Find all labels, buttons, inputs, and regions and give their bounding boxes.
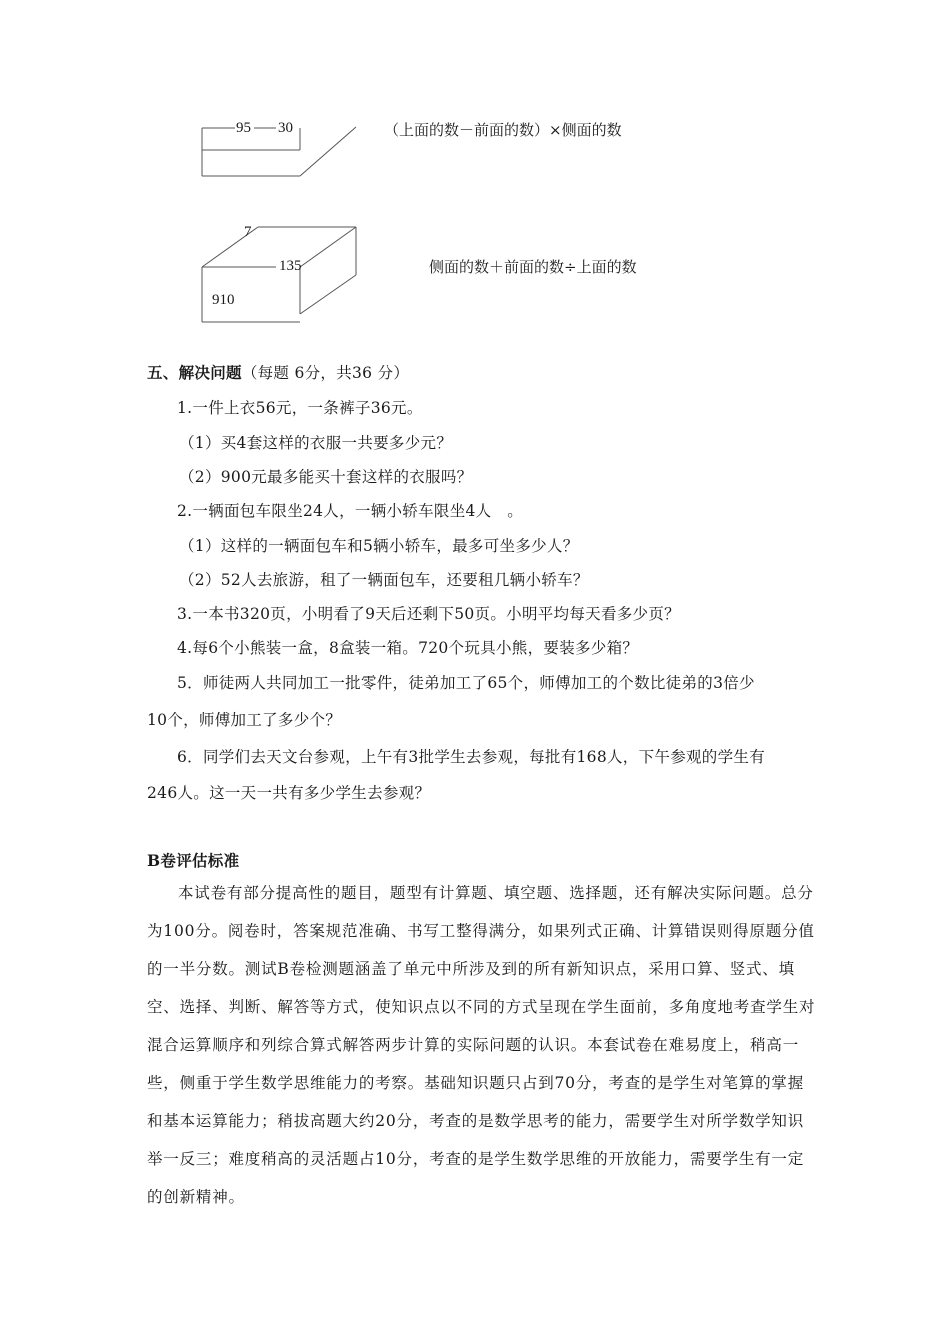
question-5-line-2: 10个，师傅加工了多少个？ — [147, 711, 342, 729]
fig1-number-b: 30 — [278, 120, 293, 136]
question-item: （2）52人去旅游，租了一辆面包车，还要租几辆小轿车？ — [179, 571, 589, 589]
question-item: 1.一件上衣56元，一条裤子36元。 — [177, 399, 423, 417]
question-item: （1）买4套这样的衣服一共要多少元？ — [179, 434, 453, 452]
question-6-line-2: 246人。这一天一共有多少学生去参观？ — [147, 784, 431, 802]
box-figures — [0, 0, 950, 360]
criteria-heading: B卷评估标准 — [147, 851, 240, 870]
criteria-body: 本试卷有部分提高性的题目，题型有计算题、填空题、选择题，还有解决实际问题。总分为100分。阅卷时，答案规范准确、书写工整得满分，如果列式正确、计算错误则得原题分值的一半分数。测试B卷检测题涵盖了单元中所涉及到的所有新知识点，采用口算、竖式、填空、选择、判断、解答等方式，使知识点以不同的方式呈现在学生面前，多角度地考查学生对混合运算顺序和列综合算式解答两步计算的实际问题的认识。本套试卷在难易度上，稍高一些，侧重于学生数学思维能力的考察。基础知识题只占到70分，考查的是学生对笔算的掌握和基本运算能力；稍拔高题大约20分，考查的是数学思考的能力，需要学生对所学数学知识举一反三；难度稍高的灵活题占10分，考查的是学生数学思维的开放能力，需要学生有一定的创新精神。 — [147, 884, 816, 1206]
fig2-side-number: 135 — [279, 258, 302, 274]
question-5-line-1: 5．师徒两人共同加工一批零件，徒弟加工了65个，师傅加工的个数比徒弟的3倍少 — [177, 674, 755, 692]
fig2-front-number: 910 — [212, 292, 235, 308]
question-6-line-1: 6．同学们去天文台参观，上午有3批学生去参观，每批有168人，下午参观的学生有 — [177, 748, 766, 766]
fig2-formula: 侧面的数＋前面的数÷上面的数 — [429, 258, 637, 276]
section-5-heading: 五、解决问题 — [147, 363, 242, 382]
section-5-header — [147, 361, 409, 383]
fig1-formula: （上面的数－前面的数）×侧面的数 — [384, 121, 622, 139]
question-item: （2）900元最多能买十套这样的衣服吗？ — [179, 468, 473, 486]
question-item: 4.每6个小熊装一盒，8盒装一箱。720个玩具小熊，要装多少箱？ — [177, 639, 639, 657]
section-5-note: （每题 6分，共36 分） — [241, 364, 410, 382]
question-item: 3.一本书320页，小明看了9天后还剩下50页。小明平均每天看多少页？ — [177, 605, 680, 623]
question-item: 2.一辆面包车限坐24人，一辆小轿车限坐4人 。 — [177, 502, 524, 520]
fig2-top-number: 7 — [244, 224, 252, 240]
question-item: （1）这样的一辆面包车和5辆小轿车，最多可坐多少人？ — [179, 537, 579, 555]
fig1-number-a: 95 — [236, 120, 251, 136]
